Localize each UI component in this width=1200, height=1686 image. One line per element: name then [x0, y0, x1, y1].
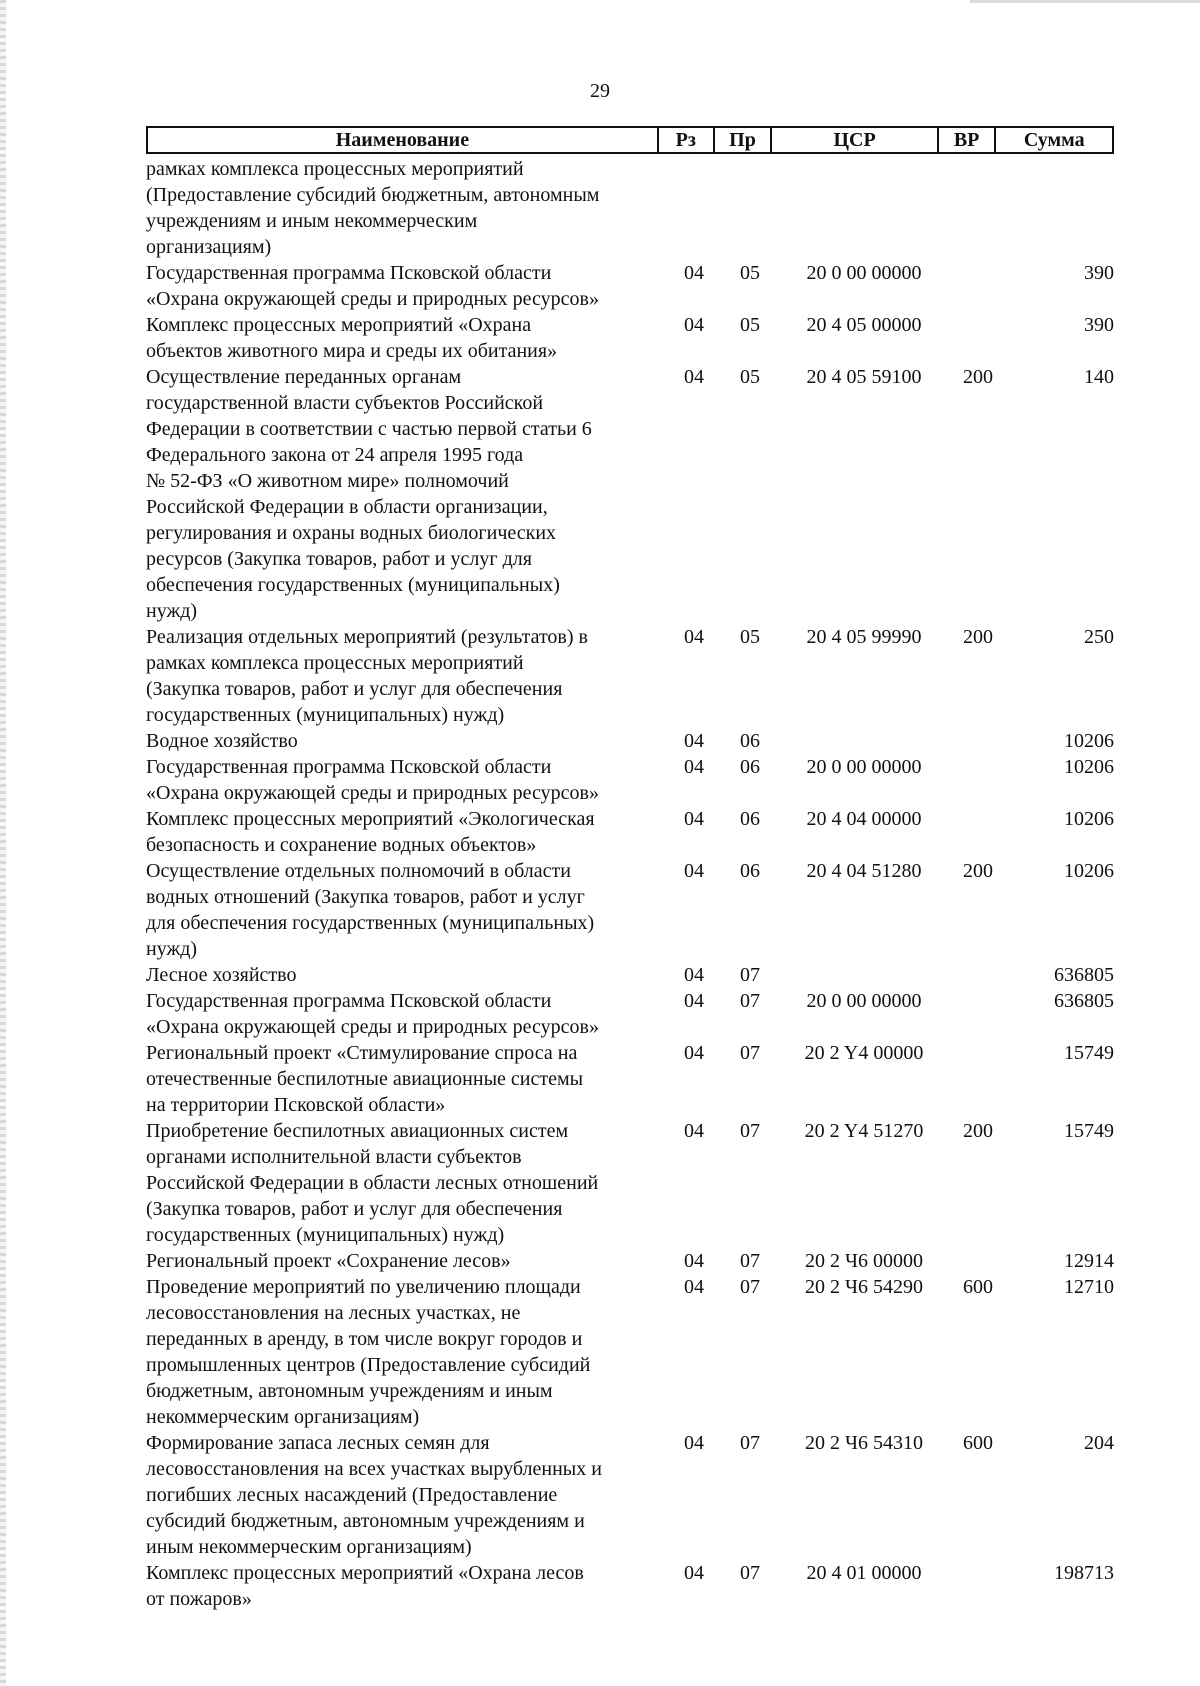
- row-sum: 10206: [1064, 808, 1114, 830]
- row-name-line: Государственная программа Псковской области: [146, 262, 552, 284]
- row-name-line: государственной власти субъектов Российской: [146, 392, 544, 414]
- row-name-line: «Охрана окружающей среды и природных ресурсов»: [146, 1016, 599, 1038]
- row-name: [146, 1248, 666, 1274]
- row-name-line: Осуществление отдельных полномочий в области: [146, 860, 571, 882]
- row-name-line: Российской Федерации в области организации,: [146, 496, 548, 518]
- row-name-line: Государственная программа Псковской области: [146, 990, 552, 1012]
- row-sum: 15749: [1064, 1042, 1114, 1064]
- row-csr: [778, 962, 950, 988]
- row-pr: 07: [740, 990, 760, 1012]
- row-vr: [950, 1560, 1006, 1612]
- row-name-line: отечественные беспилотные авиационные системы: [146, 1068, 584, 1090]
- row-name-line: Государственная программа Псковской области: [146, 756, 552, 778]
- row-name-line: для обеспечения государственных (муниципальных): [146, 912, 595, 934]
- row-sum: 10206: [1064, 860, 1114, 882]
- row-vr: 200: [963, 860, 993, 882]
- table-row: [146, 1118, 1114, 1248]
- row-rz: 04: [684, 1042, 704, 1064]
- row-csr: 20 0 00 00000: [806, 262, 922, 284]
- row-name-line: Федерального закона от 24 апреля 1995 года: [146, 444, 524, 466]
- row-rz: 04: [684, 808, 704, 830]
- row-sum: 636805: [1054, 990, 1114, 1012]
- table-row: [146, 1248, 1114, 1274]
- row-pr: 07: [740, 964, 760, 986]
- row-pr: 05: [740, 366, 760, 388]
- row-sum: 12914: [1064, 1250, 1114, 1272]
- row-rz: 04: [684, 730, 704, 752]
- row-sum: 250: [1084, 626, 1114, 648]
- row-vr: 200: [963, 366, 993, 388]
- row-sum: 10206: [1064, 730, 1114, 752]
- row-vr: [950, 312, 1006, 364]
- table-row: [146, 624, 1114, 728]
- row-rz: 04: [684, 262, 704, 284]
- row-csr: [778, 728, 950, 754]
- row-rz: 04: [684, 1276, 704, 1298]
- row-name-line: Региональный проект «Стимулирование спроса на: [146, 1042, 578, 1064]
- row-pr: 06: [740, 860, 760, 882]
- row-name-line: погибших лесных насаждений (Предоставление: [146, 1484, 558, 1506]
- row-name-line: безопасность и сохранение водных объектов»: [146, 834, 537, 856]
- row-name: [146, 988, 666, 1040]
- row-name-line: переданных в аренду, в том числе вокруг городов и: [146, 1328, 583, 1350]
- row-name-line: субсидий бюджетным, автономным учреждениям и: [146, 1510, 585, 1532]
- row-name-line: «Охрана окружающей среды и природных ресурсов»: [146, 782, 599, 804]
- row-pr: 05: [740, 314, 760, 336]
- row-name-line: ресурсов (Закупка товаров, работ и услуг для: [146, 548, 532, 570]
- header-rz: Рз: [659, 128, 715, 152]
- table-row: [146, 962, 1114, 988]
- row-sum: 390: [1084, 262, 1114, 284]
- row-pr: 05: [740, 626, 760, 648]
- page-number: 29: [590, 80, 610, 102]
- row-sum: 204: [1084, 1432, 1114, 1454]
- row-pr: 06: [740, 808, 760, 830]
- row-name-line: иным некоммерческим организациям): [146, 1536, 472, 1558]
- row-name-line: (Закупка товаров, работ и услуг для обеспечения: [146, 1198, 563, 1220]
- row-rz: 04: [684, 990, 704, 1012]
- row-name-line: лесовосстановления на лесных участках, не: [146, 1302, 521, 1324]
- row-csr: 20 0 00 00000: [806, 990, 922, 1012]
- row-vr: 200: [963, 626, 993, 648]
- row-pr: 06: [740, 730, 760, 752]
- row-name-line: организациям): [146, 236, 272, 258]
- row-csr: 20 0 00 00000: [806, 756, 922, 778]
- table-row: [146, 364, 1114, 624]
- row-name-line: Формирование запаса лесных семян для: [146, 1432, 490, 1454]
- row-name-line: (Предоставление субсидий бюджетным, автономным: [146, 184, 600, 206]
- row-name-line: бюджетным, автономным учреждениям и иным: [146, 1380, 553, 1402]
- row-name-line: Комплекс процессных мероприятий «Экологическая: [146, 808, 595, 830]
- row-name-line: государственных (муниципальных) нужд): [146, 704, 505, 726]
- row-vr: [950, 806, 1006, 858]
- header-vr: ВР: [939, 128, 997, 152]
- table-row: [146, 156, 1114, 260]
- row-csr: 20 4 04 00000: [806, 808, 922, 830]
- row-csr: 20 2 Ч6 54290: [805, 1276, 923, 1298]
- row-name-line: от пожаров»: [146, 1588, 252, 1610]
- row-pr: 07: [740, 1120, 760, 1142]
- row-pr: 07: [740, 1432, 760, 1454]
- row-csr: 20 4 04 51280: [806, 860, 922, 882]
- row-csr: 20 2 Ч6 00000: [805, 1250, 923, 1272]
- table-row: [146, 1274, 1114, 1430]
- row-rz: 04: [684, 366, 704, 388]
- row-name-line: Осуществление переданных органам: [146, 366, 462, 388]
- row-name-line: Российской Федерации в области лесных отношений: [146, 1172, 599, 1194]
- header-name: Наименование: [148, 128, 659, 152]
- row-name: [146, 962, 666, 988]
- table-row: [146, 260, 1114, 312]
- row-name: [146, 1040, 666, 1118]
- row-csr: 20 2 Y4 00000: [804, 1042, 924, 1064]
- row-vr: [950, 156, 1006, 260]
- row-vr: [950, 728, 1006, 754]
- row-vr: 600: [963, 1276, 993, 1298]
- row-vr: [950, 988, 1006, 1040]
- row-name-line: лесовосстановления на всех участках вырубленных и: [146, 1458, 602, 1480]
- header-pr: Пр: [715, 128, 773, 152]
- row-rz: 04: [684, 626, 704, 648]
- row-name-line: Водное хозяйство: [146, 730, 298, 752]
- row-name-line: объектов животного мира и среды их обитания»: [146, 340, 558, 362]
- scan-top-edge: [970, 0, 1200, 3]
- row-csr: 20 2 Ч6 54310: [805, 1432, 923, 1454]
- row-pr: 07: [740, 1276, 760, 1298]
- table-row: [146, 1040, 1114, 1118]
- row-name: [146, 806, 666, 858]
- row-name-line: на территории Псковской области»: [146, 1094, 446, 1116]
- table-header: [146, 126, 1114, 154]
- row-name: [146, 1430, 666, 1560]
- row-name-line: Федерации в соответствии с частью первой статьи 6: [146, 418, 592, 440]
- row-vr: [950, 260, 1006, 312]
- row-name-line: Региональный проект «Сохранение лесов»: [146, 1250, 511, 1272]
- table-row: [146, 988, 1114, 1040]
- row-name: [146, 858, 666, 962]
- row-pr: 07: [740, 1562, 760, 1584]
- table-row: [146, 858, 1114, 962]
- row-rz: 04: [684, 314, 704, 336]
- row-name: [146, 156, 666, 260]
- row-csr: 20 4 05 99990: [806, 626, 922, 648]
- header-sum: Сумма: [1023, 129, 1085, 151]
- row-sum: 390: [1084, 314, 1114, 336]
- row-rz: 04: [684, 756, 704, 778]
- row-rz: 04: [684, 860, 704, 882]
- row-name-line: органами исполнительной власти субъектов: [146, 1146, 522, 1168]
- row-sum: [1006, 156, 1114, 260]
- table-row: [146, 1560, 1114, 1612]
- row-vr: 600: [963, 1432, 993, 1454]
- row-sum: 198713: [1054, 1562, 1114, 1584]
- row-sum: 636805: [1054, 964, 1114, 986]
- row-name-line: учреждениям и иным некоммерческим: [146, 210, 478, 232]
- row-name: [146, 728, 666, 754]
- row-vr: [950, 1040, 1006, 1118]
- row-sum: 12710: [1064, 1276, 1114, 1298]
- row-vr: [950, 962, 1006, 988]
- row-name-line: Комплекс процессных мероприятий «Охрана лесов: [146, 1562, 584, 1584]
- row-name: [146, 260, 666, 312]
- row-rz: 04: [684, 964, 704, 986]
- row-name-line: Реализация отдельных мероприятий (результатов) в: [146, 626, 588, 648]
- row-csr: 20 4 05 59100: [806, 366, 922, 388]
- row-name-line: Проведение мероприятий по увеличению площади: [146, 1276, 581, 1298]
- row-name: [146, 754, 666, 806]
- row-csr: 20 4 05 00000: [806, 314, 922, 336]
- table-row: [146, 312, 1114, 364]
- row-name-line: некоммерческим организациям): [146, 1406, 420, 1428]
- row-name-line: (Закупка товаров, работ и услуг для обеспечения: [146, 678, 563, 700]
- row-rz: 04: [684, 1250, 704, 1272]
- row-csr: [778, 156, 950, 260]
- row-rz: 04: [684, 1562, 704, 1584]
- row-name-line: Комплекс процессных мероприятий «Охрана: [146, 314, 532, 336]
- row-pr: 06: [740, 756, 760, 778]
- row-name: [146, 1274, 666, 1430]
- row-name-line: Лесное хозяйство: [146, 964, 297, 986]
- row-pr: 07: [740, 1250, 760, 1272]
- row-name-line: Приобретение беспилотных авиационных систем: [146, 1120, 569, 1142]
- row-rz: 04: [684, 1432, 704, 1454]
- row-csr: 20 2 Y4 51270: [804, 1120, 924, 1142]
- row-name-line: государственных (муниципальных) нужд): [146, 1224, 505, 1246]
- row-name-line: рамках комплекса процессных мероприятий: [146, 652, 524, 674]
- scan-edge: [0, 0, 6, 1686]
- row-name: [146, 364, 666, 624]
- row-vr: [950, 754, 1006, 806]
- row-sum: 10206: [1064, 756, 1114, 778]
- row-pr: 07: [740, 1042, 760, 1064]
- row-sum: 140: [1084, 366, 1114, 388]
- table-row: [146, 806, 1114, 858]
- row-name-line: обеспечения государственных (муниципальных): [146, 574, 560, 596]
- row-pr: [722, 156, 778, 260]
- row-name: [146, 624, 666, 728]
- table-row: [146, 728, 1114, 754]
- row-name-line: промышленных центров (Предоставление субсидий: [146, 1354, 591, 1376]
- table-row: [146, 754, 1114, 806]
- row-name-line: № 52-ФЗ «О животном мире» полномочий: [146, 470, 509, 492]
- row-rz: 04: [684, 1120, 704, 1142]
- row-sum: 15749: [1064, 1120, 1114, 1142]
- row-name: [146, 1560, 666, 1612]
- table-row: [146, 1430, 1114, 1560]
- row-name: [146, 1118, 666, 1248]
- header-csr: ЦСР: [772, 128, 938, 152]
- row-name-line: рамках комплекса процессных мероприятий: [146, 158, 524, 180]
- row-name-line: «Охрана окружающей среды и природных ресурсов»: [146, 288, 599, 310]
- row-vr: 200: [963, 1120, 993, 1142]
- row-pr: 05: [740, 262, 760, 284]
- row-vr: [950, 1248, 1006, 1274]
- row-name-line: водных отношений (Закупка товаров, работ и услуг: [146, 886, 585, 908]
- row-name: [146, 312, 666, 364]
- row-rz: [666, 156, 722, 260]
- row-csr: 20 4 01 00000: [806, 1562, 922, 1584]
- row-name-line: нужд): [146, 600, 198, 622]
- row-name-line: регулирования и охраны водных биологических: [146, 522, 557, 544]
- row-name-line: нужд): [146, 938, 198, 960]
- table-body: [146, 156, 1114, 1612]
